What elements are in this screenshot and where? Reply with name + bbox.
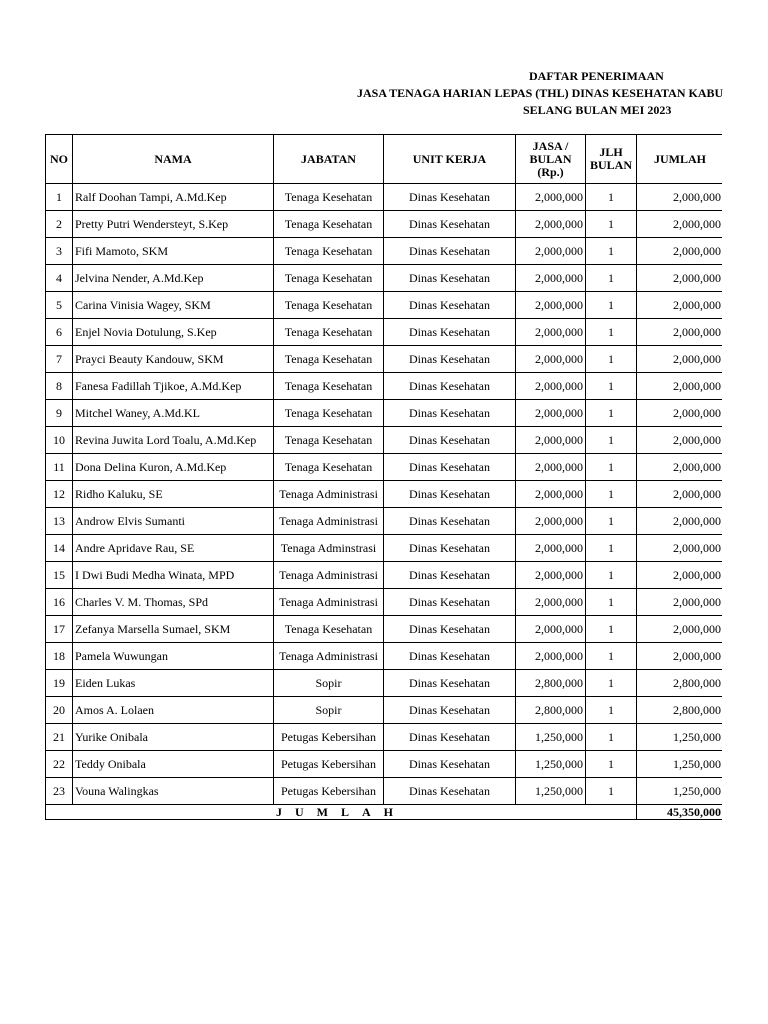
row-unit-kerja: Dinas Kesehatan <box>384 454 516 481</box>
row-unit-kerja: Dinas Kesehatan <box>384 535 516 562</box>
row-nama: Prayci Beauty Kandouw, SKM <box>73 346 274 373</box>
row-jasa-bulan: 2,000,000 <box>516 508 586 535</box>
row-no: 8 <box>46 373 73 400</box>
row-no: 10 <box>46 427 73 454</box>
row-jasa-bulan: 2,000,000 <box>516 454 586 481</box>
row-unit-kerja: Dinas Kesehatan <box>384 427 516 454</box>
row-jlh-bulan: 1 <box>586 265 637 292</box>
table-row <box>46 589 723 616</box>
row-no: 1 <box>46 184 73 211</box>
row-jabatan: Tenaga Kesehatan <box>274 400 384 427</box>
row-jlh-bulan: 1 <box>586 319 637 346</box>
row-unit-kerja: Dinas Kesehatan <box>384 292 516 319</box>
row-unit-kerja: Dinas Kesehatan <box>384 616 516 643</box>
row-unit-kerja: Dinas Kesehatan <box>384 481 516 508</box>
table-row <box>46 211 723 238</box>
row-jumlah: 2,800,000 <box>637 697 723 724</box>
row-nama: Mitchel Waney, A.Md.KL <box>73 400 274 427</box>
row-jabatan: Tenaga Kesehatan <box>274 319 384 346</box>
row-nama: I Dwi Budi Medha Winata, MPD <box>73 562 274 589</box>
row-jumlah: 2,000,000 <box>637 589 723 616</box>
table-row <box>46 454 723 481</box>
row-nama: Dona Delina Kuron, A.Md.Kep <box>73 454 274 481</box>
row-jabatan: Tenaga Administrasi <box>274 643 384 670</box>
row-jumlah: 2,000,000 <box>637 562 723 589</box>
row-jabatan: Tenaga Kesehatan <box>274 427 384 454</box>
row-jumlah: 2,000,000 <box>637 319 723 346</box>
row-jasa-bulan: 2,000,000 <box>516 184 586 211</box>
row-jasa-bulan: 2,800,000 <box>516 670 586 697</box>
row-jabatan: Tenaga Kesehatan <box>274 346 384 373</box>
row-jlh-bulan: 1 <box>586 751 637 778</box>
row-unit-kerja: Dinas Kesehatan <box>384 373 516 400</box>
document-title <box>0 68 768 120</box>
row-nama: Enjel Novia Dotulung, S.Kep <box>73 319 274 346</box>
row-jumlah: 2,000,000 <box>637 184 723 211</box>
row-jumlah: 2,000,000 <box>637 346 723 373</box>
row-no: 5 <box>46 292 73 319</box>
row-no: 2 <box>46 211 73 238</box>
row-jabatan: Tenaga Administrasi <box>274 508 384 535</box>
row-no: 20 <box>46 697 73 724</box>
row-jabatan: Tenaga Adminstrasi <box>274 535 384 562</box>
row-unit-kerja: Dinas Kesehatan <box>384 319 516 346</box>
row-jumlah: 2,000,000 <box>637 292 723 319</box>
table-row <box>46 616 723 643</box>
row-unit-kerja: Dinas Kesehatan <box>384 184 516 211</box>
row-jasa-bulan: 2,000,000 <box>516 535 586 562</box>
row-jasa-bulan: 1,250,000 <box>516 724 586 751</box>
row-nama: Revina Juwita Lord Toalu, A.Md.Kep <box>73 427 274 454</box>
row-jabatan: Tenaga Administrasi <box>274 562 384 589</box>
row-no: 22 <box>46 751 73 778</box>
row-jasa-bulan: 2,000,000 <box>516 562 586 589</box>
total-row <box>46 805 723 820</box>
row-jasa-bulan: 2,000,000 <box>516 265 586 292</box>
header-row <box>46 135 723 184</box>
row-jlh-bulan: 1 <box>586 184 637 211</box>
row-nama: Andre Apridave Rau, SE <box>73 535 274 562</box>
table-row <box>46 346 723 373</box>
row-jlh-bulan: 1 <box>586 778 637 805</box>
row-unit-kerja: Dinas Kesehatan <box>384 508 516 535</box>
row-jasa-bulan: 1,250,000 <box>516 778 586 805</box>
total-label: JUMLAH <box>46 805 637 820</box>
row-jasa-bulan: 2,000,000 <box>516 427 586 454</box>
table-row <box>46 427 723 454</box>
row-unit-kerja: Dinas Kesehatan <box>384 589 516 616</box>
column-header-no: NO <box>46 135 73 184</box>
row-jumlah: 2,000,000 <box>637 535 723 562</box>
row-nama: Ralf Doohan Tampi, A.Md.Kep <box>73 184 274 211</box>
row-jabatan: Tenaga Kesehatan <box>274 184 384 211</box>
row-no: 15 <box>46 562 73 589</box>
row-nama: Pretty Putri Wendersteyt, S.Kep <box>73 211 274 238</box>
row-jlh-bulan: 1 <box>586 643 637 670</box>
row-jumlah: 2,000,000 <box>637 643 723 670</box>
table-row <box>46 265 723 292</box>
total-value: 45,350,000 <box>637 805 723 820</box>
row-jumlah: 2,000,000 <box>637 508 723 535</box>
row-jlh-bulan: 1 <box>586 535 637 562</box>
row-no: 4 <box>46 265 73 292</box>
column-header-nama: NAMA <box>73 135 274 184</box>
row-nama: Carina Vinisia Wagey, SKM <box>73 292 274 319</box>
row-jasa-bulan: 2,800,000 <box>516 697 586 724</box>
table-body <box>46 184 723 805</box>
table-row <box>46 184 723 211</box>
row-jabatan: Tenaga Kesehatan <box>274 616 384 643</box>
row-jlh-bulan: 1 <box>586 454 637 481</box>
table-row <box>46 643 723 670</box>
row-nama: Vouna Walingkas <box>73 778 274 805</box>
row-unit-kerja: Dinas Kesehatan <box>384 670 516 697</box>
row-jabatan: Sopir <box>274 670 384 697</box>
row-unit-kerja: Dinas Kesehatan <box>384 697 516 724</box>
row-unit-kerja: Dinas Kesehatan <box>384 562 516 589</box>
row-jlh-bulan: 1 <box>586 481 637 508</box>
row-no: 14 <box>46 535 73 562</box>
table-row <box>46 535 723 562</box>
row-unit-kerja: Dinas Kesehatan <box>384 346 516 373</box>
row-jumlah: 2,800,000 <box>637 670 723 697</box>
row-jabatan: Tenaga Kesehatan <box>274 211 384 238</box>
row-jumlah: 2,000,000 <box>637 238 723 265</box>
title-line-2: JASA TENAGA HARIAN LEPAS (THL) DINAS KESEHATAN KABU <box>357 86 724 100</box>
row-jlh-bulan: 1 <box>586 427 637 454</box>
row-jlh-bulan: 1 <box>586 670 637 697</box>
row-jumlah: 2,000,000 <box>637 400 723 427</box>
row-no: 11 <box>46 454 73 481</box>
column-header-jumlah: JUMLAH <box>637 135 723 184</box>
row-jasa-bulan: 2,000,000 <box>516 319 586 346</box>
table-row <box>46 238 723 265</box>
row-jlh-bulan: 1 <box>586 697 637 724</box>
row-nama: Yurike Onibala <box>73 724 274 751</box>
row-no: 21 <box>46 724 73 751</box>
row-no: 7 <box>46 346 73 373</box>
title-line-1: DAFTAR PENERIMAAN <box>529 69 664 83</box>
row-jlh-bulan: 1 <box>586 373 637 400</box>
row-no: 19 <box>46 670 73 697</box>
table-row <box>46 697 723 724</box>
row-jumlah: 2,000,000 <box>637 265 723 292</box>
row-jabatan: Tenaga Kesehatan <box>274 238 384 265</box>
row-unit-kerja: Dinas Kesehatan <box>384 778 516 805</box>
row-jlh-bulan: 1 <box>586 238 637 265</box>
table-row <box>46 400 723 427</box>
row-unit-kerja: Dinas Kesehatan <box>384 643 516 670</box>
row-jumlah: 2,000,000 <box>637 481 723 508</box>
table-row <box>46 751 723 778</box>
row-jabatan: Petugas Kebersihan <box>274 751 384 778</box>
row-unit-kerja: Dinas Kesehatan <box>384 265 516 292</box>
table-row <box>46 670 723 697</box>
row-jlh-bulan: 1 <box>586 211 637 238</box>
row-jlh-bulan: 1 <box>586 562 637 589</box>
row-jumlah: 2,000,000 <box>637 427 723 454</box>
row-jumlah: 1,250,000 <box>637 778 723 805</box>
table-row <box>46 508 723 535</box>
row-jlh-bulan: 1 <box>586 616 637 643</box>
row-jlh-bulan: 1 <box>586 292 637 319</box>
row-jasa-bulan: 2,000,000 <box>516 616 586 643</box>
row-jlh-bulan: 1 <box>586 589 637 616</box>
row-jasa-bulan: 2,000,000 <box>516 292 586 319</box>
row-jabatan: Sopir <box>274 697 384 724</box>
row-jabatan: Tenaga Kesehatan <box>274 373 384 400</box>
row-no: 17 <box>46 616 73 643</box>
row-jabatan: Tenaga Administrasi <box>274 481 384 508</box>
row-jasa-bulan: 2,000,000 <box>516 211 586 238</box>
table-row <box>46 724 723 751</box>
row-no: 16 <box>46 589 73 616</box>
row-jabatan: Petugas Kebersihan <box>274 778 384 805</box>
row-unit-kerja: Dinas Kesehatan <box>384 751 516 778</box>
row-jasa-bulan: 1,250,000 <box>516 751 586 778</box>
table-row <box>46 373 723 400</box>
table-row <box>46 481 723 508</box>
row-no: 6 <box>46 319 73 346</box>
row-jabatan: Petugas Kebersihan <box>274 724 384 751</box>
row-unit-kerja: Dinas Kesehatan <box>384 400 516 427</box>
row-jumlah: 2,000,000 <box>637 454 723 481</box>
row-no: 18 <box>46 643 73 670</box>
column-header-jlh-bulan: JLH BULAN <box>586 135 637 184</box>
row-jumlah: 1,250,000 <box>637 724 723 751</box>
row-no: 3 <box>46 238 73 265</box>
table-row <box>46 319 723 346</box>
row-jasa-bulan: 2,000,000 <box>516 238 586 265</box>
row-jabatan: Tenaga Administrasi <box>274 589 384 616</box>
row-unit-kerja: Dinas Kesehatan <box>384 238 516 265</box>
row-no: 13 <box>46 508 73 535</box>
row-nama: Pamela Wuwungan <box>73 643 274 670</box>
row-nama: Zefanya Marsella Sumael, SKM <box>73 616 274 643</box>
row-jumlah: 2,000,000 <box>637 373 723 400</box>
row-no: 9 <box>46 400 73 427</box>
row-jlh-bulan: 1 <box>586 508 637 535</box>
table-row <box>46 292 723 319</box>
row-nama: Androw Elvis Sumanti <box>73 508 274 535</box>
row-unit-kerja: Dinas Kesehatan <box>384 211 516 238</box>
row-jasa-bulan: 2,000,000 <box>516 346 586 373</box>
row-jumlah: 2,000,000 <box>637 616 723 643</box>
row-jlh-bulan: 1 <box>586 400 637 427</box>
row-jasa-bulan: 2,000,000 <box>516 643 586 670</box>
column-header-jasa-bulan: JASA / BULAN (Rp.) <box>516 135 586 184</box>
column-header-unit-kerja: UNIT KERJA <box>384 135 516 184</box>
row-jlh-bulan: 1 <box>586 724 637 751</box>
recipient-table <box>45 134 722 820</box>
row-nama: Teddy Onibala <box>73 751 274 778</box>
row-nama: Amos A. Lolaen <box>73 697 274 724</box>
recipient-table-wrapper <box>45 134 722 820</box>
row-nama: Jelvina Nender, A.Md.Kep <box>73 265 274 292</box>
row-unit-kerja: Dinas Kesehatan <box>384 724 516 751</box>
row-jasa-bulan: 2,000,000 <box>516 481 586 508</box>
row-jabatan: Tenaga Kesehatan <box>274 454 384 481</box>
row-jumlah: 1,250,000 <box>637 751 723 778</box>
table-row <box>46 778 723 805</box>
row-no: 23 <box>46 778 73 805</box>
row-nama: Ridho Kaluku, SE <box>73 481 274 508</box>
row-jumlah: 2,000,000 <box>637 211 723 238</box>
row-nama: Eiden Lukas <box>73 670 274 697</box>
row-jasa-bulan: 2,000,000 <box>516 400 586 427</box>
row-jasa-bulan: 2,000,000 <box>516 589 586 616</box>
title-line-3: SELANG BULAN MEI 2023 <box>523 103 672 117</box>
row-jabatan: Tenaga Kesehatan <box>274 265 384 292</box>
row-nama: Charles V. M. Thomas, SPd <box>73 589 274 616</box>
row-no: 12 <box>46 481 73 508</box>
row-nama: Fanesa Fadillah Tjikoe, A.Md.Kep <box>73 373 274 400</box>
column-header-jabatan: JABATAN <box>274 135 384 184</box>
row-jasa-bulan: 2,000,000 <box>516 373 586 400</box>
row-jabatan: Tenaga Kesehatan <box>274 292 384 319</box>
row-jlh-bulan: 1 <box>586 346 637 373</box>
table-row <box>46 562 723 589</box>
row-nama: Fifi Mamoto, SKM <box>73 238 274 265</box>
